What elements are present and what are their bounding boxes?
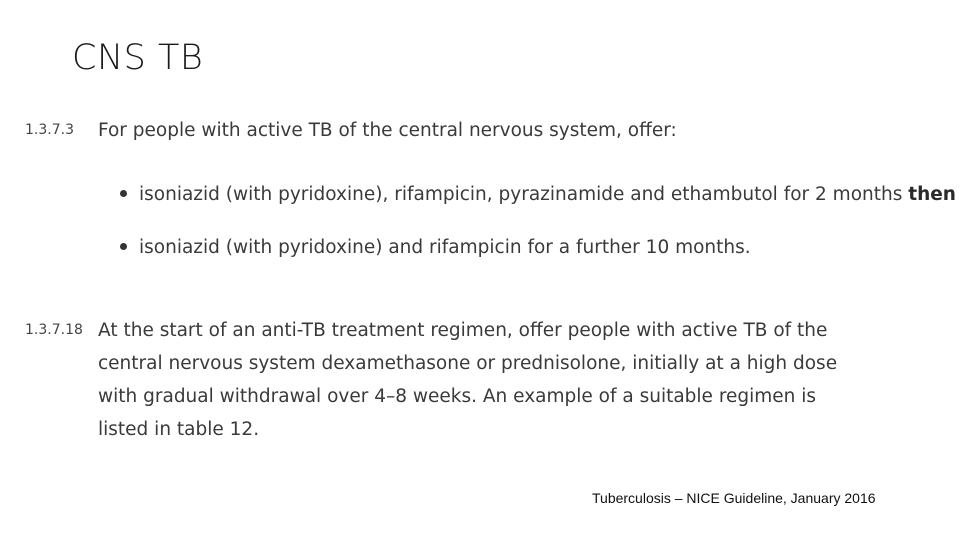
recommendation-number: 1.3.7.18 [25,322,83,338]
slide-title: CNS TB [72,38,204,78]
bullet-icon [120,243,127,250]
bullet-emphasis: then [908,184,956,205]
recommendation-line: central nervous system dexamethasone or prednisolone, initially at a high dose [98,353,838,374]
list-item [120,184,956,205]
bullet-text: isoniazid (with pyridoxine) and rifampicin for a further 10 months. [139,237,751,258]
recommendation-number: 1.3.7.3 [25,122,74,138]
recommendation-line: listed in table 12. [98,419,260,440]
recommendation-line: At the start of an anti-TB treatment regimen, offer people with active TB of the [98,320,828,341]
list-item [120,237,751,258]
recommendation-line: with gradual withdrawal over 4–8 weeks. An example of a suitable regimen is [98,386,817,407]
bullet-icon [120,190,127,197]
recommendation-body [98,314,858,446]
bullet-text: isoniazid (with pyridoxine), rifampicin, pyrazinamide and ethambutol for 2 months [139,184,909,205]
recommendation-intro: For people with active TB of the central nervous system, offer: [98,120,677,141]
source-citation: Tuberculosis – NICE Guideline, January 2016 [592,490,876,506]
